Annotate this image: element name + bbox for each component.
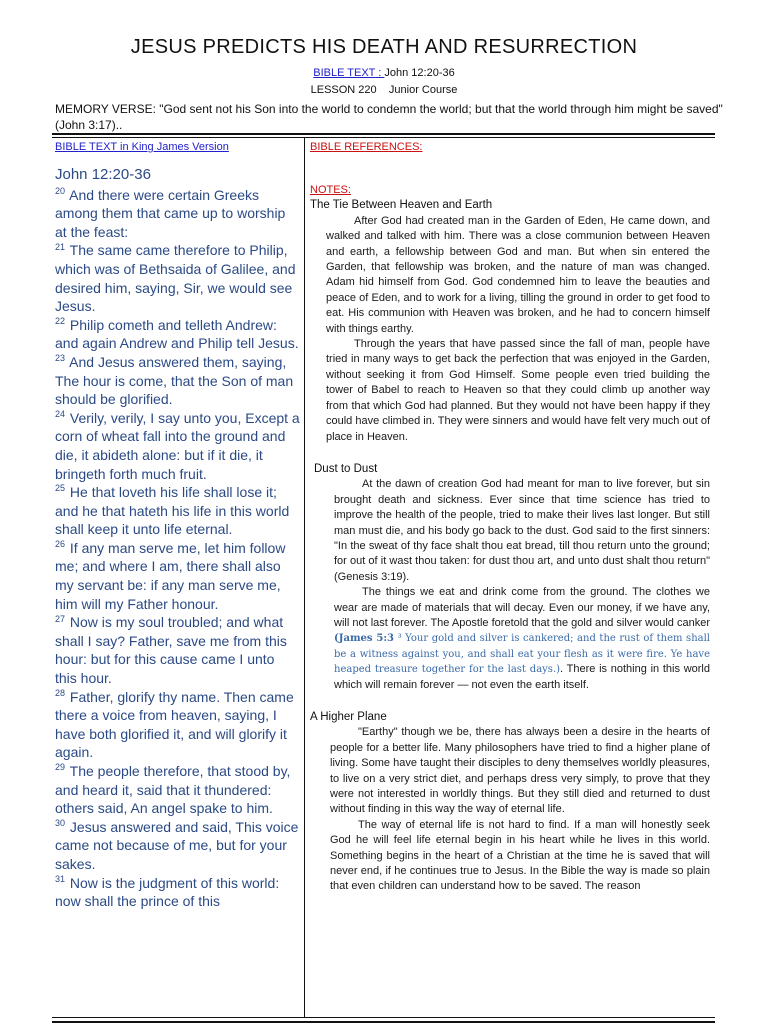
verse-22 <box>55 316 300 353</box>
verse-text: And there were certain Greeks among them that came up to worship at the feast: <box>55 186 286 240</box>
verse-number: 29 <box>55 762 66 773</box>
verse-24 <box>55 409 300 483</box>
verse-number: 22 <box>55 316 66 327</box>
verse-text: Verily, verily, I say unto you, Except a corn of wheat fall into the ground and die, it abideth alone: but if it die, it bringeth forth much fruit. <box>55 409 300 482</box>
left-column-heading[interactable]: BIBLE TEXT in King James Version <box>55 141 229 153</box>
verse-text: Jesus answered and said, This voice came not because of me, but for your sakes. <box>55 818 299 872</box>
verse-number: 28 <box>55 687 66 698</box>
verse-27 <box>55 613 300 687</box>
verse-number: 26 <box>55 539 66 550</box>
verse-23 <box>55 353 300 409</box>
section-heading: The Tie Between Heaven and Earth <box>310 199 493 212</box>
bible-text-link[interactable]: BIBLE TEXT <box>313 67 376 79</box>
verse-number: 21 <box>55 241 66 252</box>
verse-number: 20 <box>55 185 66 196</box>
bible-text-reference: John 12:20-36 <box>384 67 455 79</box>
column-divider <box>304 137 305 1017</box>
verse-number: 23 <box>55 353 66 364</box>
verse-28 <box>55 688 300 762</box>
verse-text: Father, glorify thy name. Then came there a voice from heaven, saying, I have both glorified it, and will glorify it again. <box>55 688 294 761</box>
verse-number: 25 <box>55 483 66 494</box>
header-rule-top <box>52 133 715 135</box>
note-paragraph <box>334 585 710 693</box>
verse-number: 31 <box>55 873 66 884</box>
verse-number: 30 <box>55 818 66 829</box>
page-title: JESUS PREDICTS HIS DEATH AND RESURRECTION <box>130 36 638 58</box>
verse-20 <box>55 186 300 242</box>
bible-text-column <box>55 166 300 911</box>
note-text: The things we eat and drink come from the ground. The clothes we wear are made of materials that will decay. Even our money, if we have any, will not last forever. The Apostle foretold that the gold and silver would canker <box>334 586 710 629</box>
bible-text-separator: : <box>375 67 385 79</box>
lesson-number: LESSON 220 <box>310 84 377 96</box>
verse-number: 24 <box>55 409 66 420</box>
note-paragraph: At the dawn of creation God had meant for man to live forever, but sin brought death and sickness. Ever since that time science has tried to improve the health of the people, tried to make their lives last longer. But still man must die, and his body go back to the dust. God said to the first sinners: "In the sweat of thy face shalt thou eat bread, till thou return unto the ground; for out of it wast thou taken: for dust thou art, and unto dust shalt thou return" (Genesis 3:19). <box>334 478 710 583</box>
notes-label: NOTES: <box>310 184 351 196</box>
right-column-heading[interactable]: BIBLE REFERENCES: <box>310 141 423 153</box>
verse-text: The people therefore, that stood by, and heard it, said that it thundered: others said, An angel spake to him. <box>55 763 291 817</box>
verse-26 <box>55 539 300 613</box>
section-heading: A Higher Plane <box>310 711 387 723</box>
verse-29 <box>55 762 300 818</box>
note-paragraph: The way of eternal life is not hard to find. If a man will honestly seek God he will feel life eternal begin in his heart while he lives in this world. Something begins in the heart of a Christian at the time he is saved that will never end, if he continues true to Jesus. In the Bible the way is made so plain that even children can understand how to be saved. The reason <box>330 818 710 893</box>
lesson-line <box>0 84 768 96</box>
inline-ref-label: (James 5:3 <box>334 633 394 645</box>
header-rule-bottom <box>52 137 715 138</box>
course-name: Junior Course <box>388 84 458 96</box>
footer-rule-bottom <box>52 1021 715 1023</box>
verse-21 <box>55 241 300 315</box>
note-text: . There is nothing in this world which will remain forever — not even the earth itself. <box>334 663 710 691</box>
verse-text: Now is my soul troubled; and what shall I say? Father, save me from this hour: but for this cause came I unto this hour. <box>55 614 287 687</box>
inline-ref-text: ³ Your gold and silver is cankered; and the rust of them shall be a witness against you, and shall eat your flesh as it were fire. Ye have heaped treasure together for the last days.) <box>334 633 710 676</box>
notes-section <box>310 462 710 693</box>
note-paragraph: After God had created man in the Garden of Eden, He came down, and walked and talked with him. There was a close communion between Heaven and earth, a fellowship between God and man. But when sin entered the Garden, that fellowship was broken, and the nature of man was changed. Adam hid himself from God. God condemned him to leave the beauties and peace of Eden, and to work for a living, tilling the ground in order to get food to eat. His communion with Heaven was broken, and he had to concern himself with things earthy. <box>326 214 710 335</box>
note-paragraph: Through the years that have passed since the fall of man, people have tried in many ways to get back the perfection that was enjoyed in the Garden, without seeking it from God Himself. Some people even tried building the tower of Babel to reach to Heaven so that they could climb up another way from that which God had planned. But they would not have been happy if they could have climbed in. They were sinners and would have felt very much out of place in Heaven. <box>326 338 710 443</box>
memory-verse: MEMORY VERSE: "God sent not his Son into the world to condemn the world; but that the world through him might be saved" (John 3:17).. <box>55 102 723 132</box>
verse-text: He that loveth his life shall lose it; and he that hateth his life in this world shall keep it unto life eternal. <box>55 484 290 538</box>
section-heading: Dust to Dust <box>314 462 378 475</box>
note-paragraph: "Earthy" though we be, there has always been a desire in the hearts of people for a better life. Many philosophers have tried to find a higher plane of living. Some have taught their disciples to deny themselves worldly pleasures, to live on a very strict diet, and perhaps dress very simply, to prove that they were not interested in worldly things. But they still died and returned to dust without finding in this way the way of eternal life. <box>330 726 710 816</box>
verse-text: If any man serve me, let him follow me; and where I am, there shall also my servant be: if any man serve me, him will my Father honour. <box>55 539 286 612</box>
scripture-reference: John 12:20-36 <box>55 166 151 183</box>
verse-number: 27 <box>55 613 66 624</box>
notes-column <box>310 183 710 895</box>
verse-text: The same came therefore to Philip, which was of Bethsaida of Galilee, and desired him, saying, Sir, we would see Jesus. <box>55 242 296 315</box>
verse-30 <box>55 818 300 874</box>
verse-text: Now is the judgment of this world: now shall the prince of this <box>55 874 280 910</box>
notes-section <box>310 710 710 895</box>
verse-25 <box>55 483 300 539</box>
verse-31 <box>55 874 300 911</box>
footer-rule-top <box>52 1017 715 1018</box>
verse-text: And Jesus answered them, saying, The hour is come, that the Son of man should be glorified. <box>55 353 294 408</box>
bible-text-line <box>0 67 768 79</box>
notes-section <box>310 198 710 445</box>
verse-text: Philip cometh and telleth Andrew: and again Andrew and Philip tell Jesus. <box>55 316 299 352</box>
